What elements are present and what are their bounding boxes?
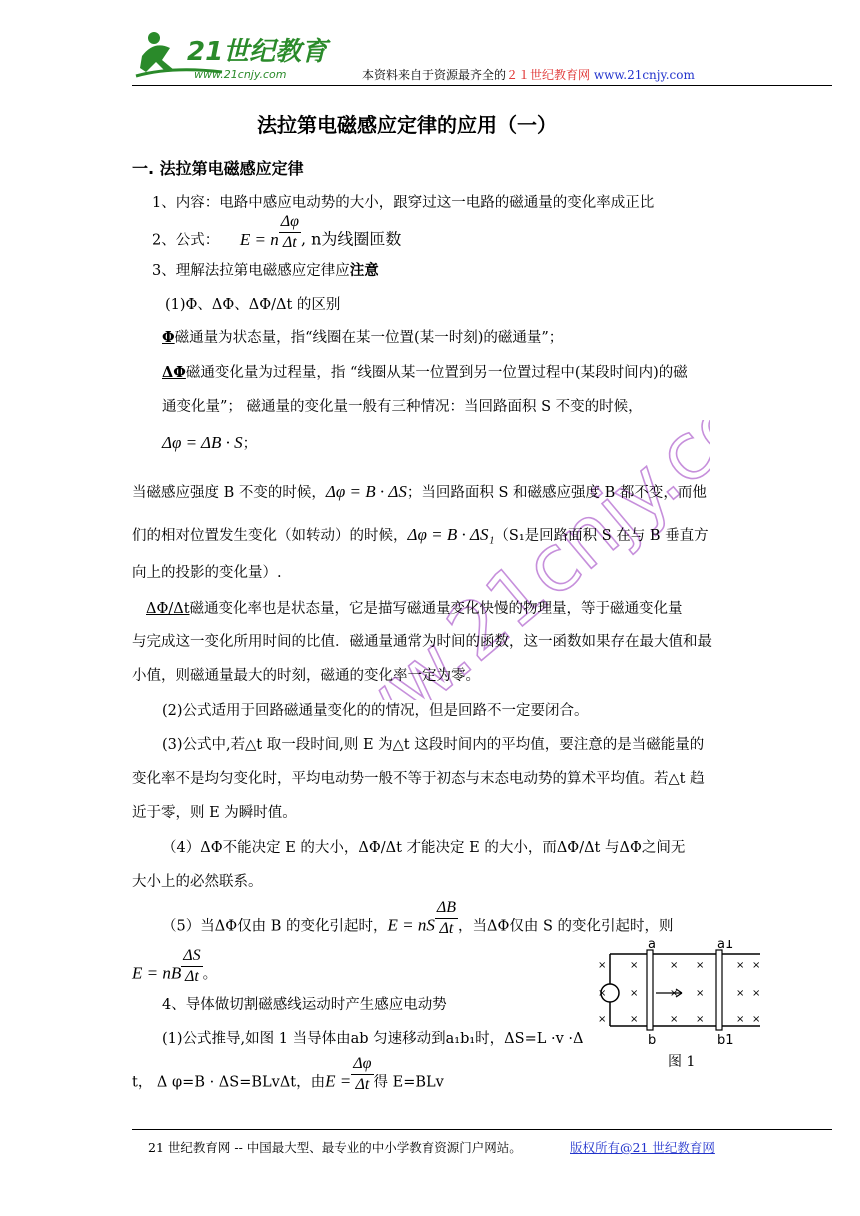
paragraph-text: (1)公式推导,如图 1 当导体由ab 匀速移动到a₁b₁时，ΔS=L ·v ·Δ: [162, 1031, 584, 1047]
label-b: b: [648, 1033, 657, 1048]
field-cross-icon: ×: [598, 988, 607, 999]
site-logo: [132, 26, 342, 86]
figure-caption: 图 1: [668, 1054, 696, 1070]
footer-text: 21 世纪教育网 -- 中国最大型、最专业的中小学教育资源门户网站。: [148, 1140, 522, 1155]
formula-tail: 。: [202, 966, 218, 983]
formula-delta-s: Δφ = B · ΔS: [325, 482, 407, 501]
header-divider: [132, 85, 832, 86]
fraction-numerator: ΔS: [181, 946, 202, 967]
fraction-numerator: ΔB: [435, 898, 458, 919]
term-delta-phi: ΔΦ: [162, 364, 186, 381]
text-segment: ，当ΔΦ仅由 S 的变化引起时，则: [458, 918, 674, 935]
formula-delta-b: Δφ = ΔB · S: [162, 433, 243, 452]
term-phi: Φ: [162, 329, 175, 346]
formula-fraction: [181, 946, 202, 987]
header-tag-site[interactable]: ２１世纪教育网: [506, 68, 591, 82]
rate-definition: 磁通变化率也是状态量，它是描写磁通量变化快慢的物理量，等于磁通变化量: [189, 601, 683, 617]
formula-lhs: E = nS: [387, 915, 435, 935]
fraction-denominator: Δt: [185, 968, 199, 985]
paragraph-phi: [162, 329, 563, 347]
field-cross-icon: ×: [696, 988, 705, 999]
text-segment: ；当回路面积 S 和磁感应强度 B 都不变，而他: [406, 485, 707, 501]
field-cross-icon: ×: [736, 1014, 745, 1025]
section-heading: 一. 法拉第电磁感应定律: [132, 159, 304, 178]
term-rate: ΔΦ/Δt: [146, 601, 190, 617]
paragraph-note: [152, 262, 379, 280]
paragraph-text: 近于零，则 E 为瞬时值。: [132, 805, 297, 821]
label-a: a: [648, 940, 656, 952]
field-cross-icon: ×: [670, 960, 679, 971]
label-b1: b1: [717, 1033, 734, 1048]
field-cross-icon: ×: [630, 960, 639, 971]
formula-delta-s1: Δφ = B · ΔS₁: [407, 525, 495, 544]
field-cross-icon: ×: [630, 1014, 639, 1025]
fraction-denominator: Δt: [439, 920, 454, 937]
paragraph-text: 与完成这一变化所用时间的比值．磁通量通常为时间的函数，这一函数如果存在最大值和最: [132, 634, 712, 650]
note-emphasis: 注意: [349, 262, 379, 279]
field-cross-icon: ×: [670, 988, 679, 999]
field-cross-icon: ×: [736, 988, 745, 999]
phi-definition: 磁通量为状态量，指“线圈在某一位置(某一时刻)的磁通量”；: [174, 330, 564, 346]
paragraph-point-4-heading: 4、导体做切割磁感线运动时产生感应电动势: [162, 997, 447, 1013]
header-tagline: [362, 66, 695, 83]
paragraph-text: 向上的投影的变化量）.: [132, 565, 282, 581]
formula-fraction: [279, 212, 301, 253]
paragraph-formula: [162, 434, 257, 453]
note-text: 3、理解法拉第电磁感应定律应: [152, 263, 350, 279]
formula-label: 2、公式：: [152, 232, 220, 249]
formula-fraction: [351, 1054, 373, 1095]
field-cross-icon: ×: [696, 960, 705, 971]
label-a1: a1: [717, 940, 734, 952]
formula-fraction: [435, 898, 458, 939]
text-segment: 当磁感应强度 B 不变的时候，: [132, 485, 326, 501]
formula-lhs: E = n: [239, 229, 279, 249]
field-cross-icon: ×: [752, 960, 760, 971]
fraction-numerator: Δφ: [351, 1054, 373, 1075]
paragraph-rate: [146, 600, 683, 618]
field-cross-icon: ×: [736, 960, 745, 971]
text-segment: 得 E=BLv: [373, 1074, 444, 1091]
header-tag-url[interactable]: www.21cnjy.com: [593, 68, 695, 82]
field-cross-icon: ×: [630, 988, 639, 999]
delta-phi-definition: 磁通变化量为过程量，指 “线圈从某一位置到另一位置过程中(某段时间内)的磁: [185, 365, 688, 381]
figure-1: [590, 940, 760, 1058]
text-segment: 们的相对位置发生变化（如转动）的时候，: [132, 528, 408, 544]
logo-url: www.21cnjy.com: [194, 68, 287, 81]
fraction-denominator: Δt: [355, 1076, 370, 1093]
field-cross-icon: ×: [598, 1014, 607, 1025]
header-tag-prefix: 本资料来自于资源最齐全的: [362, 68, 507, 82]
rod-a1b1: [716, 950, 722, 1030]
footer-copyright-link[interactable]: 版权所有@21 世纪教育网: [570, 1140, 715, 1155]
paragraph-point-1: (1)Φ、ΔΦ、ΔΦ/Δt 的区别: [165, 297, 341, 313]
text-segment: t， Δ φ=B · ΔS=BLvΔt，由: [132, 1074, 326, 1091]
formula-tail: ；: [242, 436, 258, 452]
paragraph-content: 1、内容：电路中感应电动势的大小，跟穿过这一电路的磁通量的变化率成正比: [152, 195, 655, 211]
paragraph-point-2: (2)公式适用于回路磁通量变化的的情况，但是回路不一定要闭合。: [162, 703, 589, 719]
paragraph-text: 通变化量”； 磁通量的变化量一般有三种情况：当回路面积 S 不变的时候，: [162, 399, 643, 415]
field-cross-icon: ×: [752, 1014, 760, 1025]
formula-tail: , n为线圈匝数: [300, 229, 402, 249]
watermark: [150, 420, 710, 700]
text-segment: （5）当ΔΦ仅由 B 的变化引起时，: [162, 918, 388, 935]
document-title: 法拉第电磁感应定律的应用（一）: [257, 113, 557, 137]
field-cross-icon: ×: [752, 988, 760, 999]
paragraph-text: 变化率不是均匀变化时，平均电动势一般不等于初态与末态电动势的算术平均值。若△t 趋: [132, 771, 705, 787]
fraction-numerator: Δφ: [279, 212, 301, 233]
paragraph-text: [132, 483, 707, 502]
paragraph-text: 大小上的必然联系。: [132, 874, 263, 890]
footer-divider: [132, 1129, 832, 1130]
text-segment: （S₁是回路面积 S 在与 B 垂直方: [494, 528, 709, 544]
formula-lhs: E = nB: [132, 963, 182, 983]
fraction-denominator: Δt: [282, 234, 297, 251]
logo-text: 21世纪教育: [187, 37, 328, 67]
field-cross-icon: ×: [696, 1014, 705, 1025]
paragraph-text: [132, 526, 709, 545]
paragraph-text: 小值，则磁通量最大的时刻，磁通的变化率一定为零。: [132, 668, 480, 684]
paragraph-point-4: （4）ΔΦ不能决定 E 的大小，ΔΦ/Δt 才能决定 E 的大小，而ΔΦ/Δt 与ΔΦ之间无: [162, 840, 686, 856]
paragraph-delta-phi: [162, 364, 688, 382]
paragraph-point-3: (3)公式中,若△t 取一段时间,则 E 为△t 这段时间内的平均值，要注意的是当磁能量的: [162, 737, 705, 753]
paragraph-formula: [132, 1055, 444, 1095]
field-cross-icon: ×: [598, 960, 607, 971]
watermark-text: www.21cnjy.com: [271, 420, 710, 700]
field-cross-icon: ×: [670, 1014, 679, 1025]
formula-lhs: E =: [325, 1071, 352, 1091]
rod-ab: [647, 950, 653, 1030]
